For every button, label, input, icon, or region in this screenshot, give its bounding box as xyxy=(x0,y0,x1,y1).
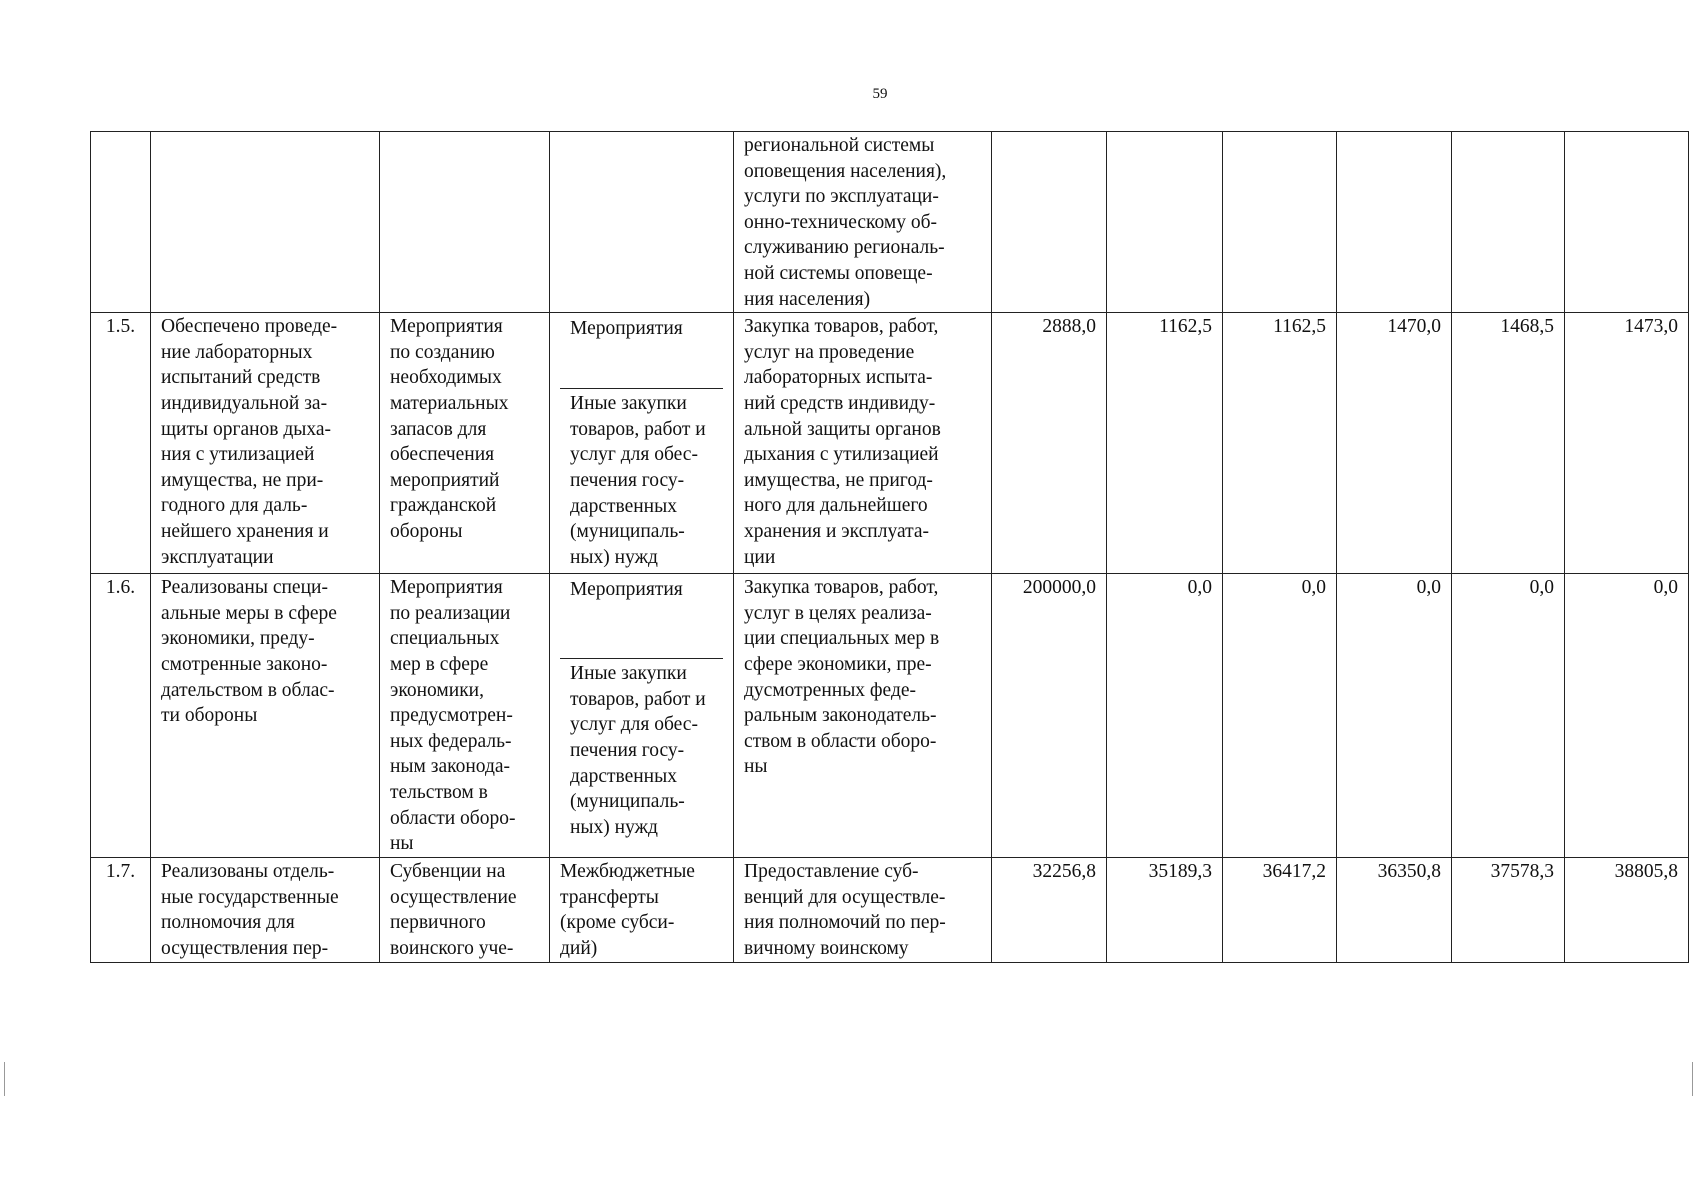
cell-measure xyxy=(380,132,550,313)
cell-value: 0,0 xyxy=(1337,574,1452,858)
cell-number xyxy=(91,132,151,313)
scan-edge-mark xyxy=(4,1062,5,1096)
cell-value xyxy=(1565,132,1689,313)
cell-value: 0,0 xyxy=(1565,574,1689,858)
cell-value: 0,0 xyxy=(1107,574,1223,858)
row-number: 1.6. xyxy=(91,574,151,858)
cell-result: Реализованы специ- альные меры в сфере экономики, преду- смотренные законо- дательством в облас- ти обороны xyxy=(151,574,380,858)
cell-value: 0,0 xyxy=(1223,574,1337,858)
cell-type-top: Мероприятия xyxy=(560,575,723,659)
cell-result xyxy=(151,132,380,313)
cell-value xyxy=(992,132,1107,313)
cell-value: 32256,8 xyxy=(992,858,1107,962)
cell-value: 0,0 xyxy=(1452,574,1565,858)
cell-value: 36417,2 xyxy=(1223,858,1337,962)
cell-type xyxy=(550,313,734,574)
cell-value xyxy=(1107,132,1223,313)
cell-type-bottom: Иные закупки товаров, работ и услуг для обес- печения госу- дарственных (муниципаль- ных) нужд xyxy=(570,393,706,568)
cell-measure: Мероприятия по реализации специальных мер в сфере экономики, предусмотрен- ных федераль- ным законода- тельством в области оборо- ны xyxy=(380,574,550,858)
cell-value: 1162,5 xyxy=(1107,313,1223,574)
budget-table xyxy=(90,131,1689,963)
table-row xyxy=(91,574,1689,858)
cell-value: 1470,0 xyxy=(1337,313,1452,574)
cell-description: Предоставление суб- венций для осуществле- ния полномочий по пер- вичному воинскому xyxy=(734,858,992,962)
cell-type: Межбюджетные трансферты (кроме субси- дий) xyxy=(550,858,734,962)
cell-type xyxy=(550,574,734,858)
cell-value xyxy=(1452,132,1565,313)
cell-value xyxy=(1337,132,1452,313)
table-row xyxy=(91,313,1689,574)
cell-type-bottom: Иные закупки товаров, работ и услуг для обес- печения госу- дарственных (муниципаль- ных) нужд xyxy=(570,663,706,838)
row-number: 1.7. xyxy=(91,858,151,962)
cell-value: 1468,5 xyxy=(1452,313,1565,574)
table-row xyxy=(91,858,1689,962)
cell-measure: Мероприятия по созданию необходимых материальных запасов для обеспечения мероприятий гражданской обороны xyxy=(380,313,550,574)
cell-description: Закупка товаров, работ, услуг на проведение лабораторных испыта- ний средств индивиду- альной защиты органов дыхания с утилизацией имущества, не пригод- ного для дальнейшего хранения и эксплуата- ции xyxy=(734,313,992,574)
cell-value: 35189,3 xyxy=(1107,858,1223,962)
row-number: 1.5. xyxy=(91,313,151,574)
cell-value: 200000,0 xyxy=(992,574,1107,858)
cell-value: 37578,3 xyxy=(1452,858,1565,962)
cell-value: 2888,0 xyxy=(992,313,1107,574)
scan-edge-mark xyxy=(1692,1062,1693,1096)
table-row-continuation xyxy=(91,132,1689,313)
cell-type-top: Мероприятия xyxy=(560,314,723,389)
cell-type xyxy=(550,132,734,313)
cell-value: 36350,8 xyxy=(1337,858,1452,962)
cell-value: 1162,5 xyxy=(1223,313,1337,574)
cell-measure: Субвенции на осуществление первичного воинского уче- xyxy=(380,858,550,962)
cell-description: Закупка товаров, работ, услуг в целях реализа- ции специальных мер в сфере экономики, пре- дусмотренных феде- ральным законодатель- ством в области оборо- ны xyxy=(734,574,992,858)
cell-value: 38805,8 xyxy=(1565,858,1689,962)
page-number: 59 xyxy=(872,86,888,102)
cell-result: Обеспечено проведе- ние лабораторных испытаний средств индивидуальной за- щиты органов дыха- ния с утилизацией имущества, не при- годного для даль- нейшего хранения и эксплуатации xyxy=(151,313,380,574)
cell-value: 1473,0 xyxy=(1565,313,1689,574)
cell-description: региональной системы оповещения населения), услуги по эксплуатаци- онно-техническому об- служиванию региональ- ной системы оповеще- ния населения) xyxy=(734,132,992,313)
cell-value xyxy=(1223,132,1337,313)
cell-result: Реализованы отдель- ные государственные полномочия для осуществления пер- xyxy=(151,858,380,962)
